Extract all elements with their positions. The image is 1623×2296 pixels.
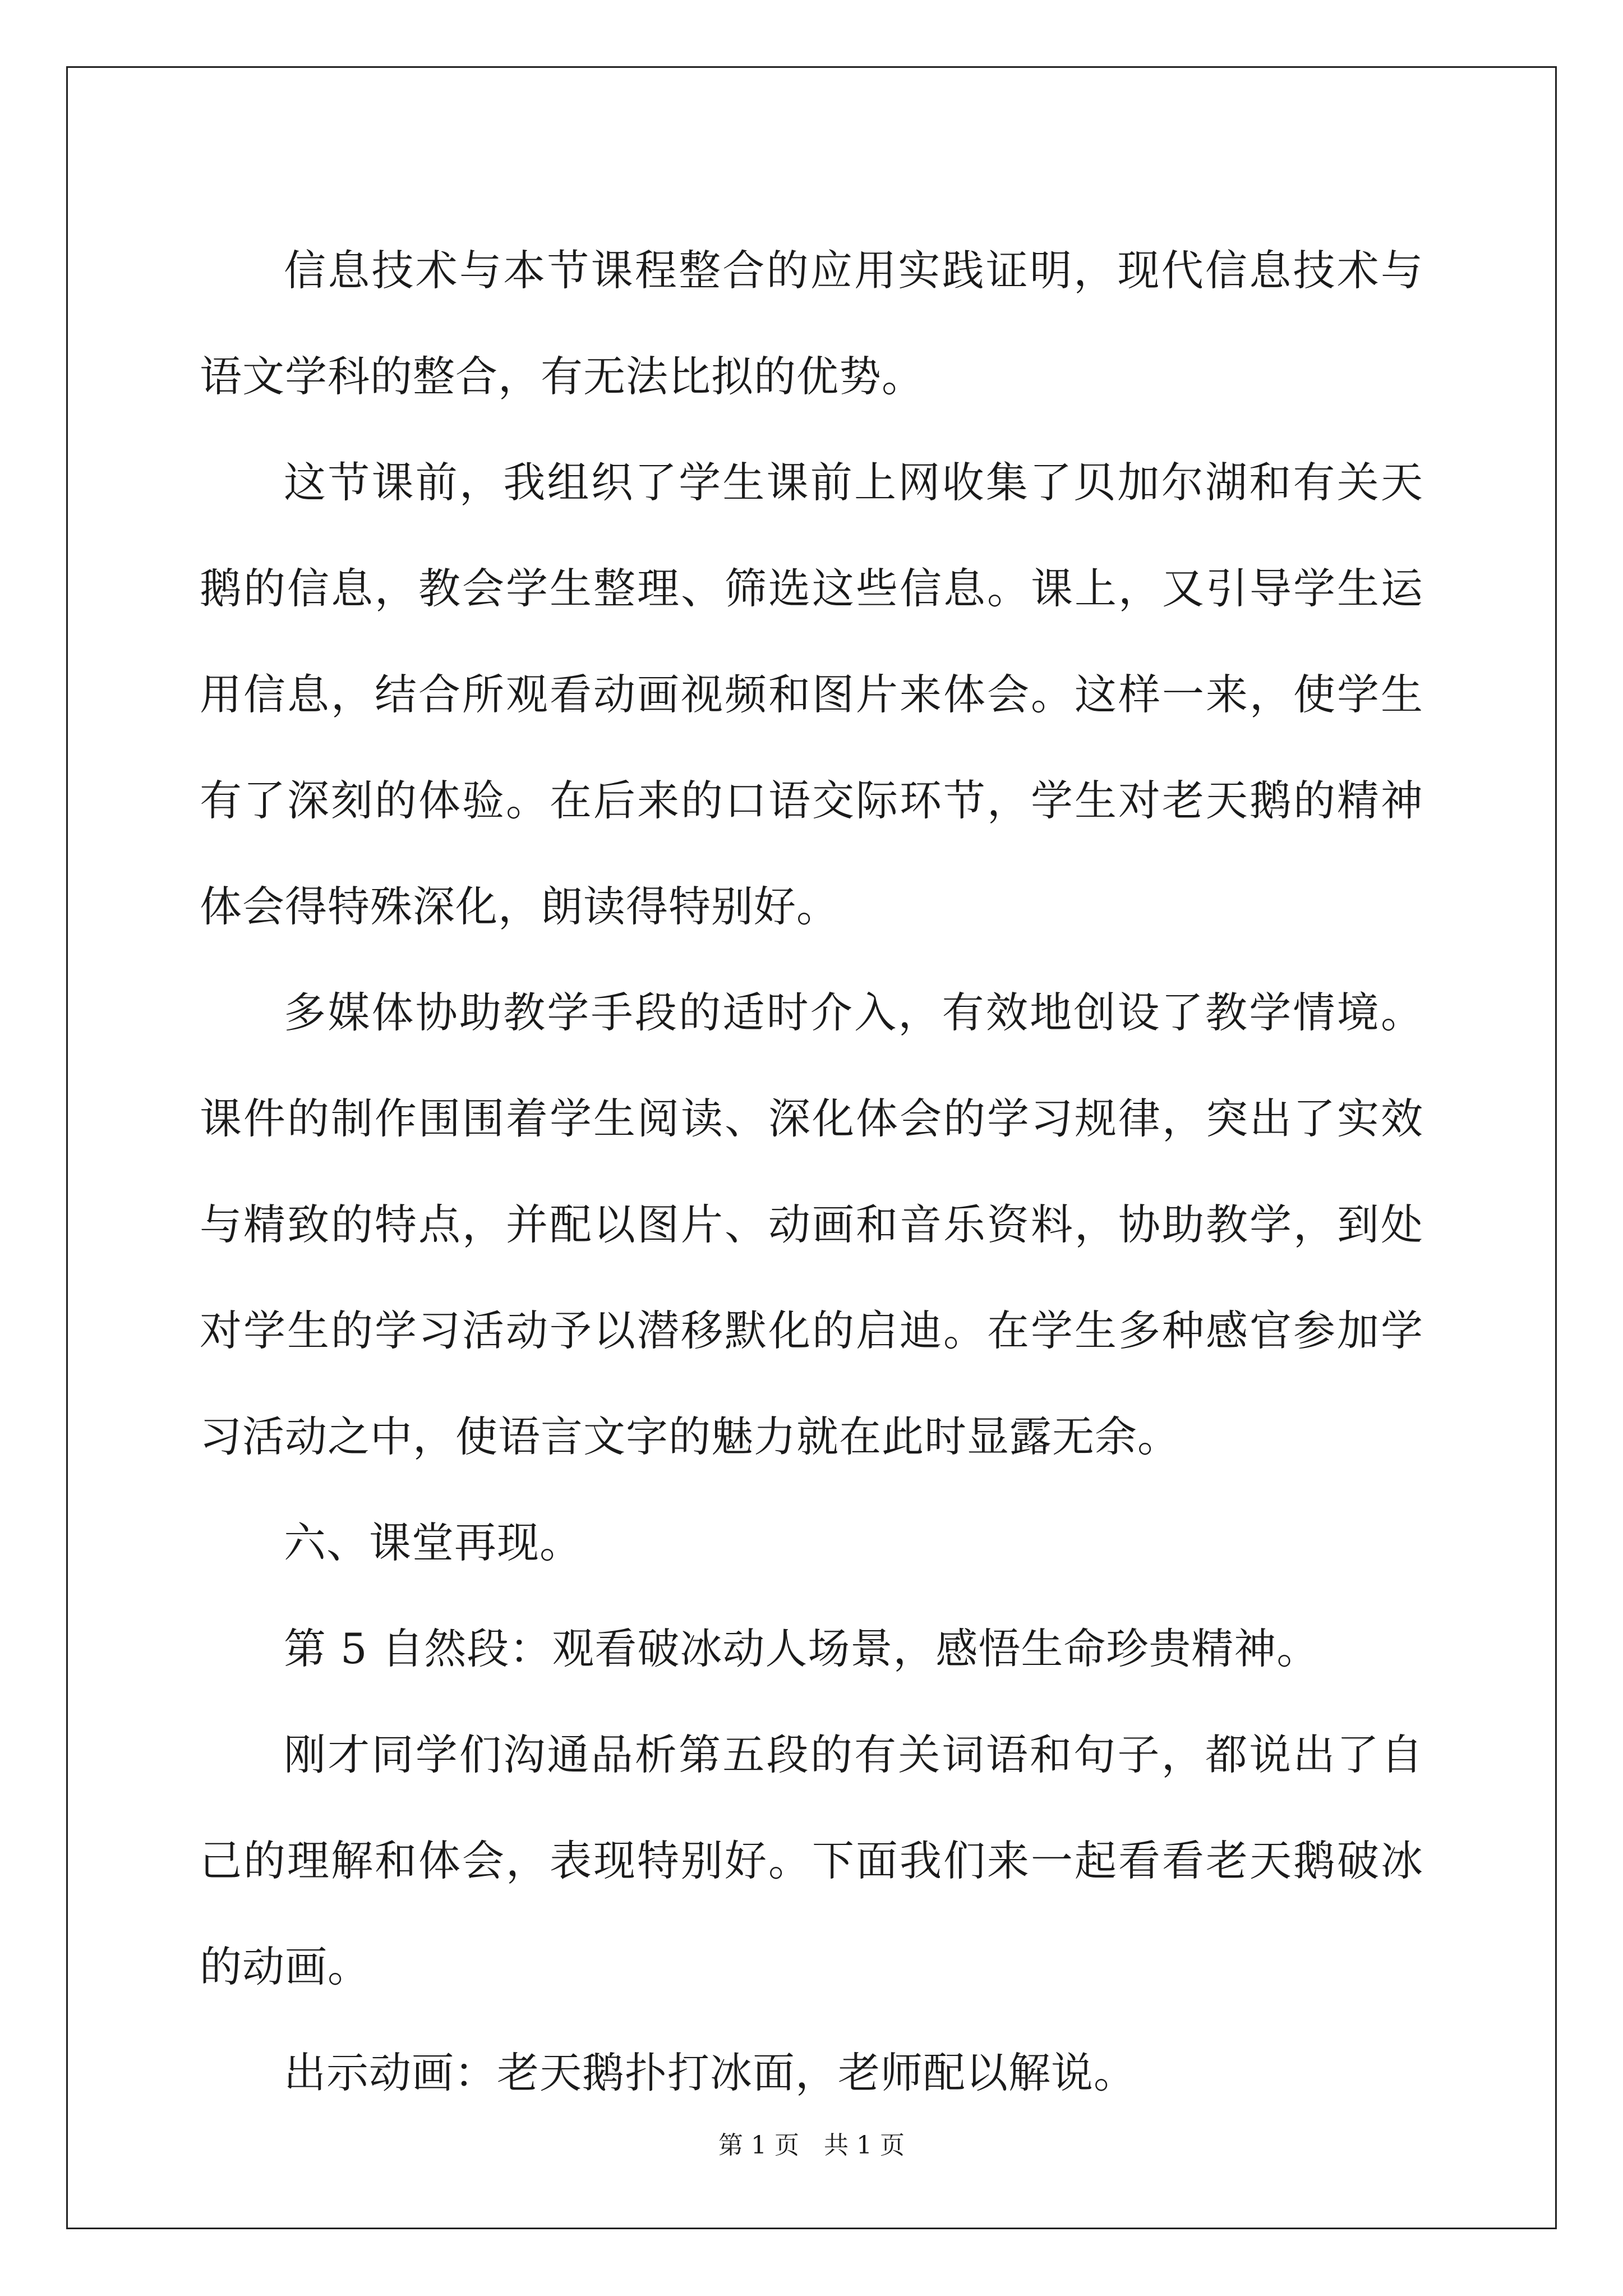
section-heading: 六、课堂再现。 — [284, 1518, 583, 1567]
page-number-footer: 第 1 页 共 1 页 — [718, 2131, 905, 2160]
paragraph: 这节课前，我组织了学生课前上网收集了贝加尔湖和有关天鹅的信息，教会学生整理、筛选这些信息。课上，又引导学生运用信息，结合所观看动画视频和图片来体会。这样一来，使学生有了深刻的体验。在后来的口语交际环节，学生对老天鹅的精神体会得特殊深化，朗读得特别好。 — [200, 458, 1423, 931]
paragraph: 第 5 自然段：观看破冰动人场景，感悟生命珍贵精神。 — [284, 1624, 1320, 1673]
paragraph: 出示动画：老天鹅扑打冰面，老师配以解说。 — [284, 2048, 1137, 2097]
paragraph: 刚才同学们沟通品析第五段的有关词语和句子，都说出了自己的理解和体会，表现特别好。下面我们来一起看看老天鹅破冰的动画。 — [200, 1730, 1423, 1991]
paragraph: 多媒体协助教学手段的适时介入，有效地创设了教学情境。课件的制作围围着学生阅读、深化体会的学习规律，突出了实效与精致的特点，并配以图片、动画和音乐资料，协助教学，到处对学生的学习活动予以潜移默化的启迪。在学生多种感官参加学习活动之中，使语言文字的魅力就在此时显露无余。 — [200, 988, 1423, 1461]
paragraph: 信息技术与本节课程整合的应用实践证明，现代信息技术与语文学科的整合，有无法比拟的优势。 — [200, 246, 1423, 401]
document-body — [200, 218, 1423, 2126]
